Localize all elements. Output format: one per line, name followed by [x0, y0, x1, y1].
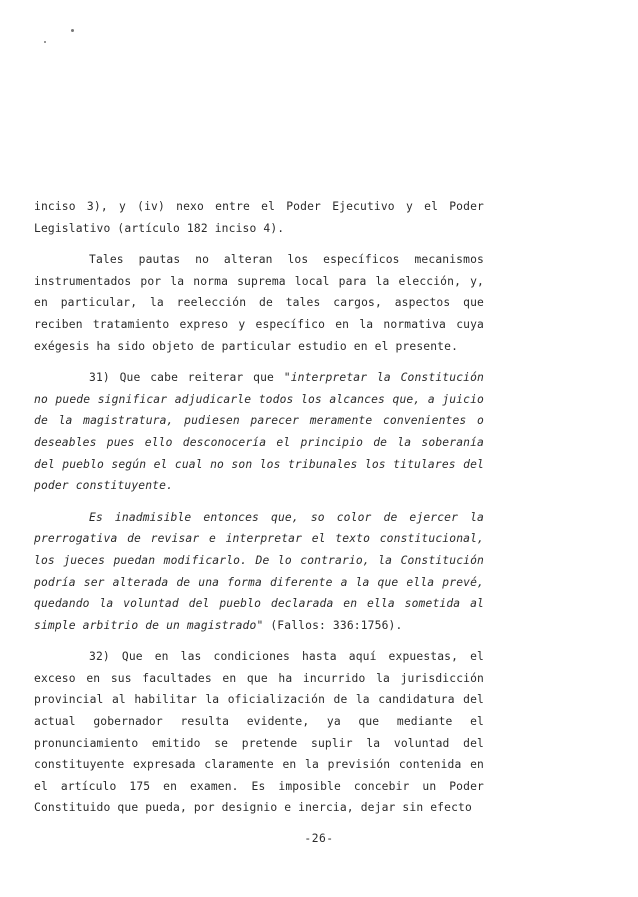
- quoted-text: interpretar la Constitución no puede significar adjudicarle todos los alcances que, a juicio de la magistratura, pudiesen parecer meramente convenientes o deseables pues ello desconocería el principio de la soberanía del pueblo según el cual no son los tribunales los titulares del poder constituyente.: [34, 371, 484, 493]
- quoted-text: Es inadmisible entonces que, so color de ejercer la prerrogativa de revisar e interpretar el texto constitucional, los jueces puedan modificarlo. De lo contrario, la Constitución podría ser alterada de una forma diferente a la que ella prevé, quedando la voluntad del pueblo declarada en ella sometida al simple arbitrio de un magistrado: [34, 510, 484, 632]
- paragraph-32: [34, 646, 484, 819]
- paragraph-continuation: [34, 196, 484, 239]
- paragraph-text: 31) Que cabe reiterar que ": [89, 371, 291, 385]
- scan-speck: [71, 29, 74, 32]
- paragraph-31: [34, 367, 484, 497]
- citation-text: " (Fallos: 336:1756).: [256, 618, 403, 632]
- paragraph-text: 32) Que en las condiciones hasta aquí expuestas, el exceso en sus facultades en que ha incurrido la jurisdicción provincial al habilitar la oficialización de la candidatura del actual gobernador resulta evidente, ya que mediante el pronunciamiento emitido se pretende suplir la voluntad del constituyente expresada claramente en la previsión contenida en el artículo 175 en examen. Es imposible concebir un Poder Constituido que pueda, por designio e inercia, dejar sin efecto: [34, 650, 484, 815]
- paragraph-text: inciso 3), y (iv) nexo entre el Poder Ejecutivo y el Poder Legislativo (artículo 182 inciso 4).: [34, 200, 484, 235]
- page-number: -26-: [304, 832, 334, 845]
- paragraph-tales-pautas: [34, 249, 484, 357]
- scan-speck: [44, 41, 46, 43]
- paragraph-text: Tales pautas no alteran los específicos mecanismos instrumentados por la norma suprema local para la elección, y, en particular, la reelección de tales cargos, aspectos que reciben tratamiento expreso y específico en la normativa cuya exégesis ha sido objeto de particular estudio en el presente.: [34, 253, 484, 353]
- paragraph-inadmisible: [34, 507, 484, 637]
- body-text: [34, 196, 484, 819]
